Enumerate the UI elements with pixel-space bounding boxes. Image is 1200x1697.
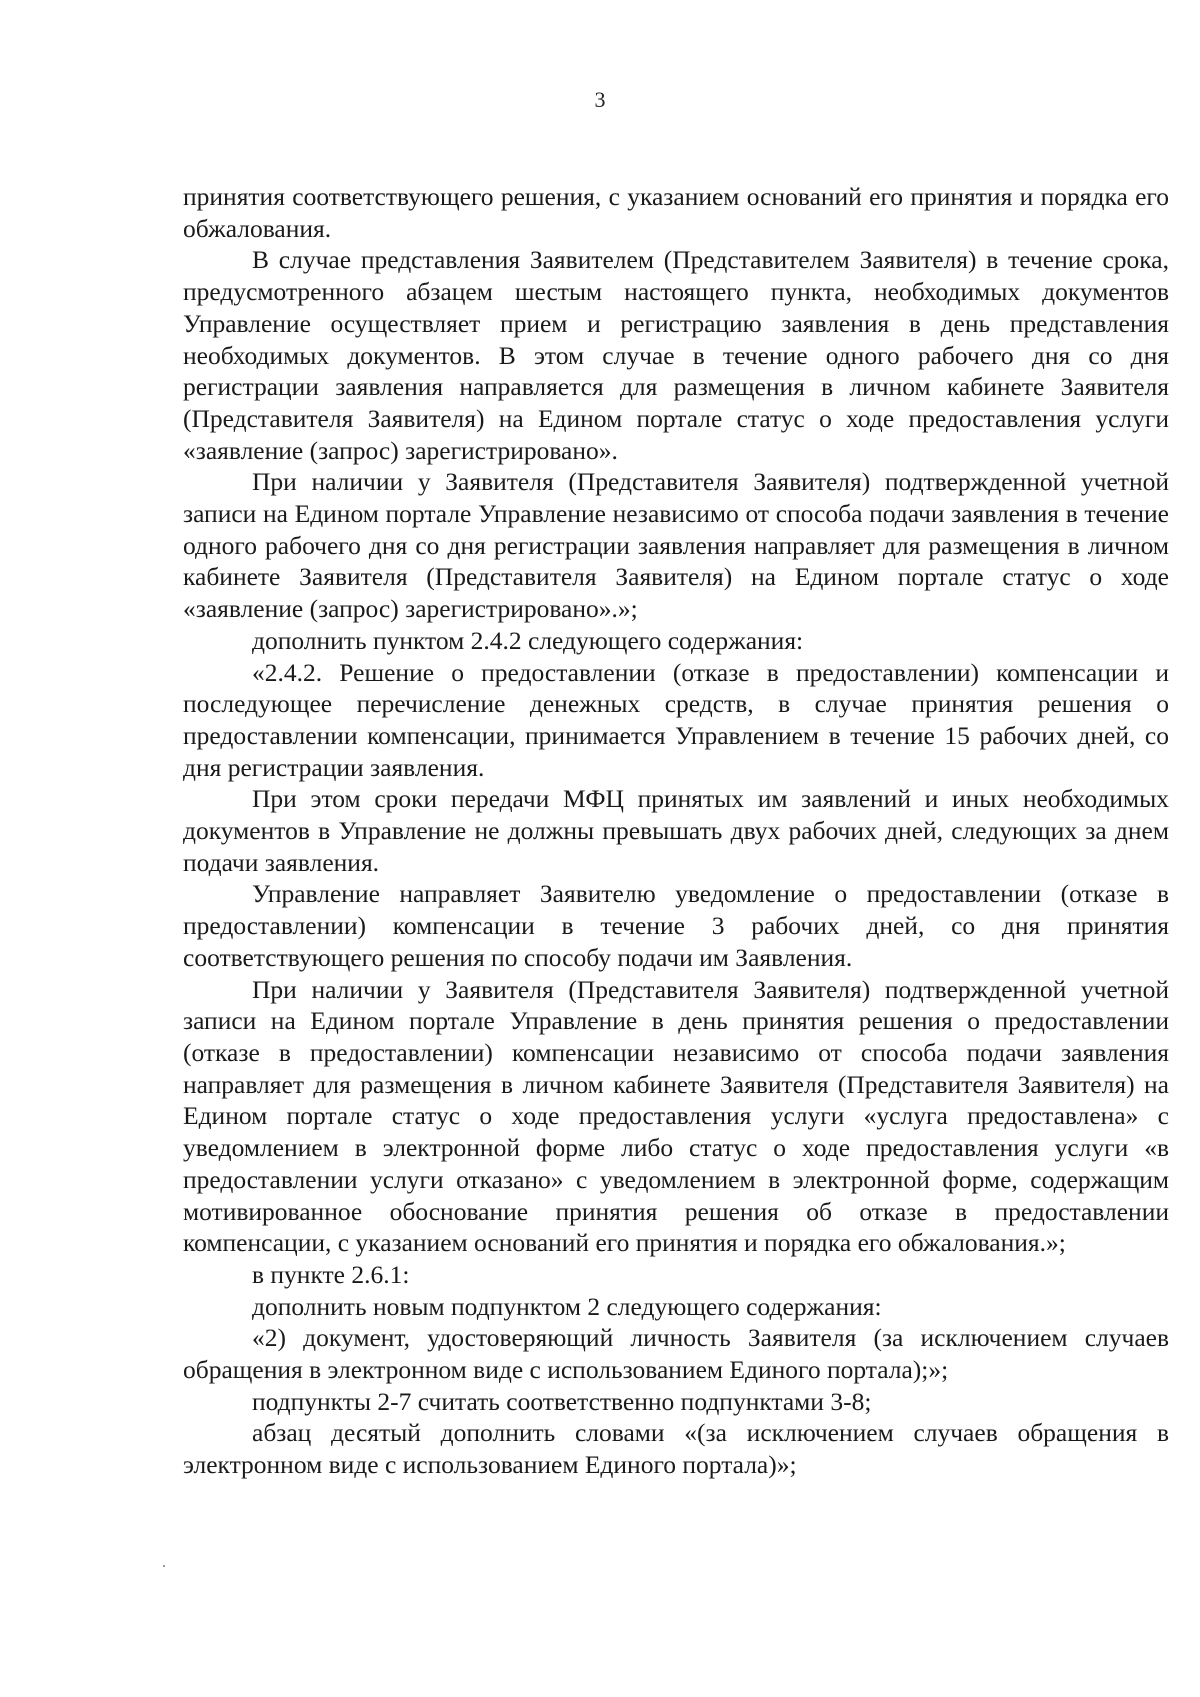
paragraph: абзац десятый дополнить словами «(за исключением случаев обращения в электронном виде с использованием Единого портала)»;: [183, 1418, 1169, 1480]
paragraph: В случае представления Заявителем (Представителем Заявителя) в течение срока, предусмотренного абзацем шестым настоящего пункта, необходимых документов Управление осуществляет прием и регистрацию заявления в день представления необходимых документов. В этом случае в течение одного рабочего дня со дня регистрации заявления направляется для размещения в личном кабинете Заявителя (Представителя Заявителя) на Едином портале статус о ходе предоставления услуги «заявление (запрос) зарегистрировано».: [183, 245, 1169, 465]
paragraph: При наличии у Заявителя (Представителя Заявителя) подтвержденной учетной записи на Едином портале Управление независимо от способа подачи заявления в течение одного рабочего дня со дня регистрации заявления направляет для размещения в личном кабинете Заявителя (Представителя Заявителя) на Едином портале статус о ходе «заявление (запрос) зарегистрировано».»;: [183, 467, 1169, 624]
scan-artifact: [163, 1565, 165, 1567]
paragraph: Управление направляет Заявителю уведомление о предоставлении (отказе в предоставлении) компенсации в течение 3 рабочих дней, со дня принятия соответствующего решения по способу подачи им Заявления.: [183, 879, 1169, 972]
paragraph: «2) документ, удостоверяющий личность Заявителя (за исключением случаев обращения в электронном виде с использованием Единого портала);»;: [183, 1323, 1169, 1385]
paragraph: При этом сроки передачи МФЦ принятых им заявлений и иных необходимых документов в Управление не должны превышать двух рабочих дней, следующих за днем подачи заявления.: [183, 784, 1169, 877]
paragraph: подпункты 2-7 считать соответственно подпунктами 3-8;: [252, 1386, 872, 1416]
paragraph: При наличии у Заявителя (Представителя Заявителя) подтвержденной учетной записи на Едином портале Управление в день принятия решения о предоставлении (отказе в предоставлении) компенсации независимо от способа подачи заявления направляет для размещения в личном кабинете Заявителя (Представителя Заявителя) на Едином портале статус о ходе предоставления услуги «услуга предоставлена» с уведомлением в электронной форме либо статус о ходе предоставления услуги «в предоставлении услуги отказано» с уведомлением в электронной форме, содержащим мотивированное обоснование принятия решения об отказе в предоставлении компенсации, с указанием оснований его принятия и порядка его обжалования.»;: [183, 974, 1169, 1258]
paragraph: дополнить новым подпунктом 2 следующего содержания:: [252, 1291, 882, 1321]
page-number: 3: [594, 87, 606, 112]
document-body: [183, 181, 1169, 1481]
paragraph: дополнить пунктом 2.4.2 следующего содержания:: [252, 625, 804, 655]
paragraph-continuation: принятия соответствующего решения, с указанием оснований его принятия и порядка его обжалования.: [183, 182, 1169, 243]
paragraph: в пункте 2.6.1:: [252, 1259, 410, 1289]
paragraph: «2.4.2. Решение о предоставлении (отказе в предоставлении) компенсации и последующее перечисление денежных средств, в случае принятия решения о предоставлении компенсации, принимается Управлением в течение 15 рабочих дней, со дня регистрации заявления.: [183, 657, 1169, 782]
